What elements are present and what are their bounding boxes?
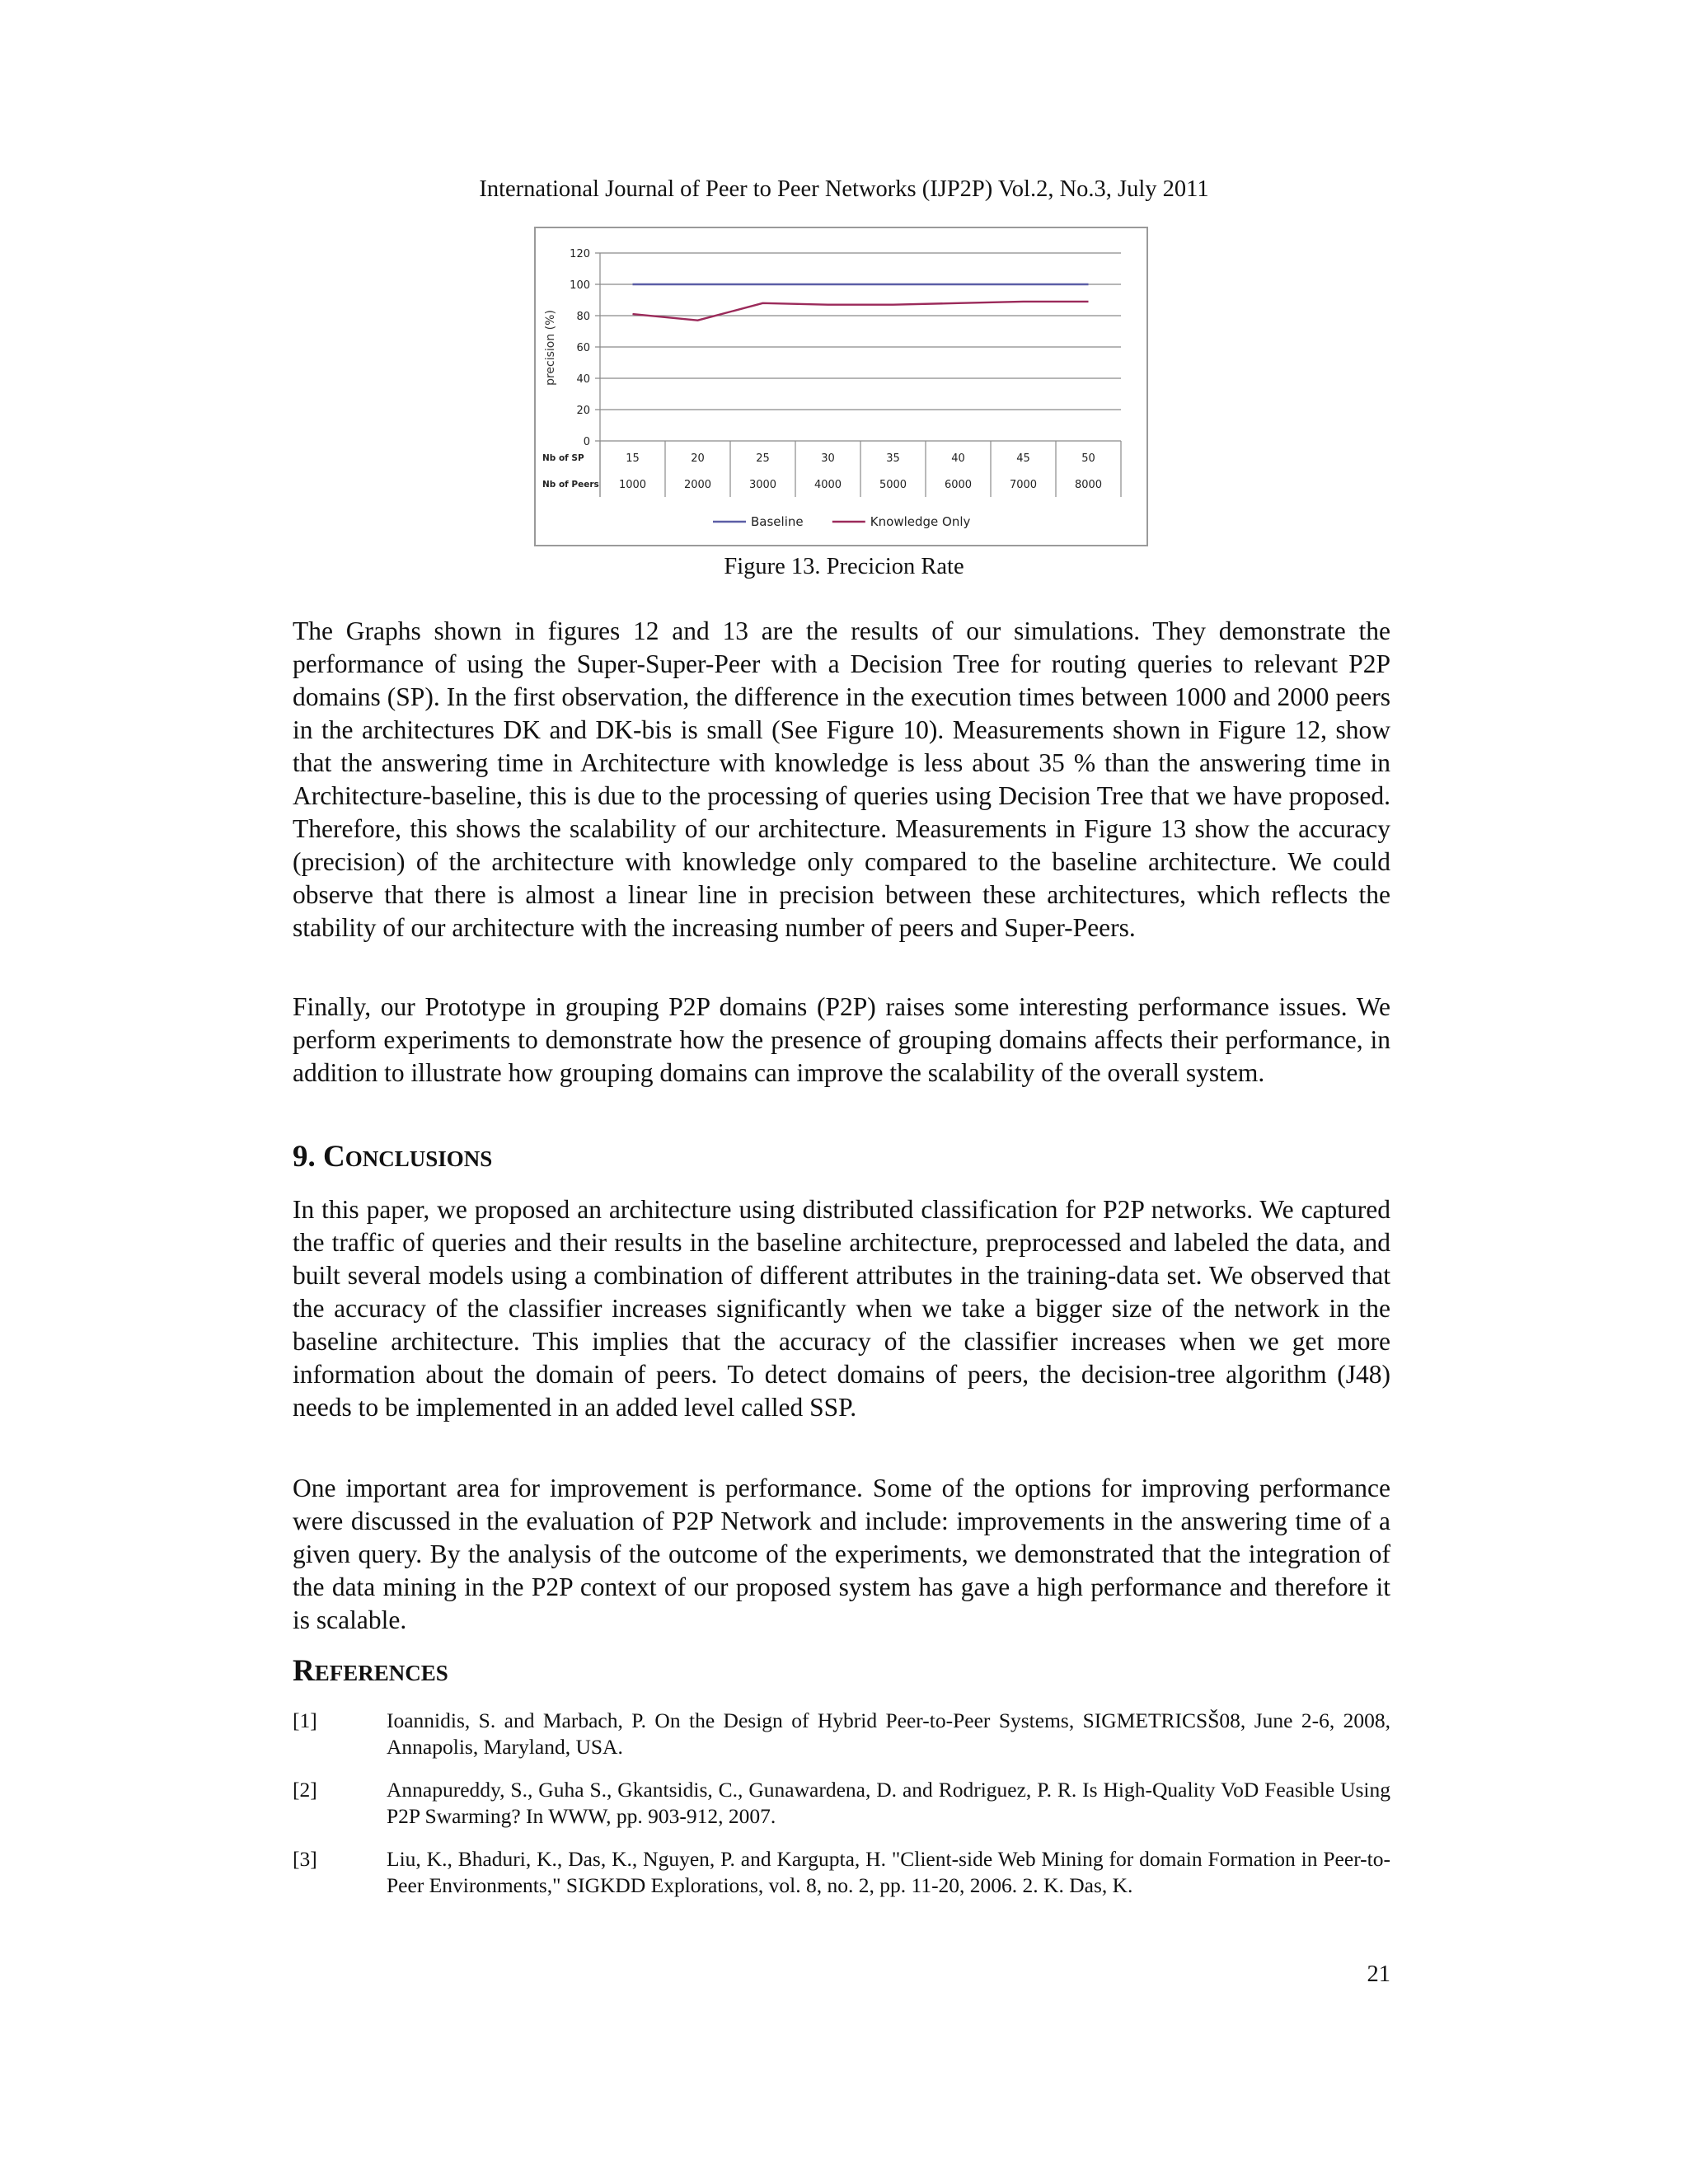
series-line-knowledge-only xyxy=(633,302,1089,321)
x-tick-label: 8000 xyxy=(1074,479,1103,491)
category-table xyxy=(542,253,1121,497)
reference-number: [3] xyxy=(293,1847,317,1871)
y-axis-label: precision (%) xyxy=(544,310,557,386)
reference-item xyxy=(293,1777,1390,1830)
conclusions-rest: ONCLUSIONS xyxy=(345,1146,493,1171)
x-tick-label: 35 xyxy=(886,452,900,465)
y-axis-ticks xyxy=(570,248,590,448)
x-tick-label: 50 xyxy=(1081,452,1095,465)
x-tick-label: 5000 xyxy=(879,479,907,491)
x-tick-label: 4000 xyxy=(814,479,842,491)
conclusions-number: 9. xyxy=(293,1140,323,1174)
x-tick-label: 30 xyxy=(821,452,835,465)
x-tick-label: 1000 xyxy=(618,479,647,491)
reference-item xyxy=(293,1708,1390,1760)
reference-number: [2] xyxy=(293,1778,317,1802)
x-tick-label: 40 xyxy=(951,452,965,465)
page-number: 21 xyxy=(1367,1961,1390,1987)
x-tick-label: 20 xyxy=(691,452,705,465)
paragraph-conclusions: In this paper, we proposed an architecture using distributed classification for P2P networks. We captured the traffic of queries and their results in the baseline architecture, preprocessed and labeled the data, and built several models using a combination of different attributes in the training-data set. We observed that the accuracy of the classifier increases significantly when we take a bigger size of the network in the baseline architecture. This implies that the accuracy of the classifier increases when we get more information about the domain of peers. To detect domains of peers, the decision-tree algorithm (J48) needs to be implemented in an added level called SSP. xyxy=(293,1195,1390,1422)
legend-label: Baseline xyxy=(751,514,804,529)
table-row-label: Nb of Peers xyxy=(542,480,599,490)
chart-grid xyxy=(595,253,1121,441)
paragraph-prototype: Finally, our Prototype in grouping P2P domains (P2P) raises some interesting performance issues. We perform experiments to demonstrate how the presence of grouping domains affects their performance, in addition to illustrate how grouping domains can improve the scalability of the overall system. xyxy=(293,992,1390,1087)
conclusions-initial: C xyxy=(323,1140,345,1174)
x-tick-label: 45 xyxy=(1016,452,1030,465)
y-tick-label: 80 xyxy=(576,311,590,323)
x-tick-label: 25 xyxy=(756,452,770,465)
reference-text: Annapureddy, S., Guha S., Gkantsidis, C., Gunawardena, D. and Rodriguez, P. R. Is High-Quality VoD Feasible Using P2P Swarming? In WWW, pp. 903-912, 2007. xyxy=(387,1778,1390,1828)
reference-text: Liu, K., Bhaduri, K., Das, K., Nguyen, P. and Kargupta, H. "Client-side Web Mining for domain Formation in Peer-to-Peer Environments," SIGKDD Explorations, vol. 8, no. 2, pp. 11-20, 2006. 2. K. Das, K. xyxy=(387,1847,1390,1897)
paragraph-simulation-results: The Graphs shown in figures 12 and 13 are the results of our simulations. They demonstrate the performance of using the Super-Super-Peer with a Decision Tree for routing queries to relevant P2P domains (SP). In the first observation, the difference in the execution times between 1000 and 2000 peers in the architectures DK and DK-bis is small (See Figure 10). Measurements shown in Figure 12, show that the answering time in Architecture with knowledge is less about 35 % than the answering time in Architecture-baseline, this is due to the processing of queries using Decision Tree that we have proposed. Therefore, this shows the scalability of our architecture. Measurements in Figure 13 show the accuracy (precision) of the architecture with knowledge only compared to the baseline architecture. We could observe that there is almost a linear line in precision between these architectures, which reflects the stability of our architecture with the increasing number of peers and Super-Peers. xyxy=(293,616,1390,942)
y-tick-label: 20 xyxy=(576,405,590,417)
x-tick-label: 15 xyxy=(626,452,640,465)
chart-series xyxy=(632,284,1088,321)
reference-item xyxy=(293,1846,1390,1899)
y-tick-label: 100 xyxy=(570,279,590,292)
references-heading xyxy=(293,1653,448,1691)
legend-label: Knowledge Only xyxy=(870,514,971,529)
reference-text: Ioannidis, S. and Marbach, P. On the Design of Hybrid Peer-to-Peer Systems, SIGMETRICSŠ08, June 2-6, 2008, Annapolis, Maryland, USA. xyxy=(387,1708,1390,1759)
references-rest: EFERENCES xyxy=(314,1661,448,1685)
chart-legend xyxy=(713,514,971,529)
y-tick-label: 40 xyxy=(576,373,590,386)
table-row-label: Nb of SP xyxy=(542,453,584,463)
reference-number: [1] xyxy=(293,1708,317,1732)
running-header: International Journal of Peer to Peer Networks (IJP2P) Vol.2, No.3, July 2011 xyxy=(479,176,1209,202)
x-tick-label: 7000 xyxy=(1009,479,1038,491)
precision-chart xyxy=(534,227,1148,546)
y-tick-label: 120 xyxy=(570,248,590,260)
x-tick-label: 3000 xyxy=(748,479,777,491)
conclusions-heading xyxy=(293,1139,492,1177)
paragraph-improvement: One important area for improvement is performance. Some of the options for improving performance were discussed in the evaluation of P2P Network and include: improvements in the answering time of a given query. By the analysis of the outcome of the experiments, we demonstrated that the integration of the data mining in the P2P context of our proposed system has gave a high performance and therefore it is scalable. xyxy=(293,1474,1390,1634)
figure-caption: Figure 13. Precicion Rate xyxy=(724,554,964,579)
x-tick-label: 2000 xyxy=(683,479,712,491)
precision-chart-svg xyxy=(536,228,1146,545)
x-tick-label: 6000 xyxy=(944,479,973,491)
y-tick-label: 0 xyxy=(583,436,590,448)
references-initial: R xyxy=(293,1654,315,1688)
y-tick-label: 60 xyxy=(576,342,590,354)
